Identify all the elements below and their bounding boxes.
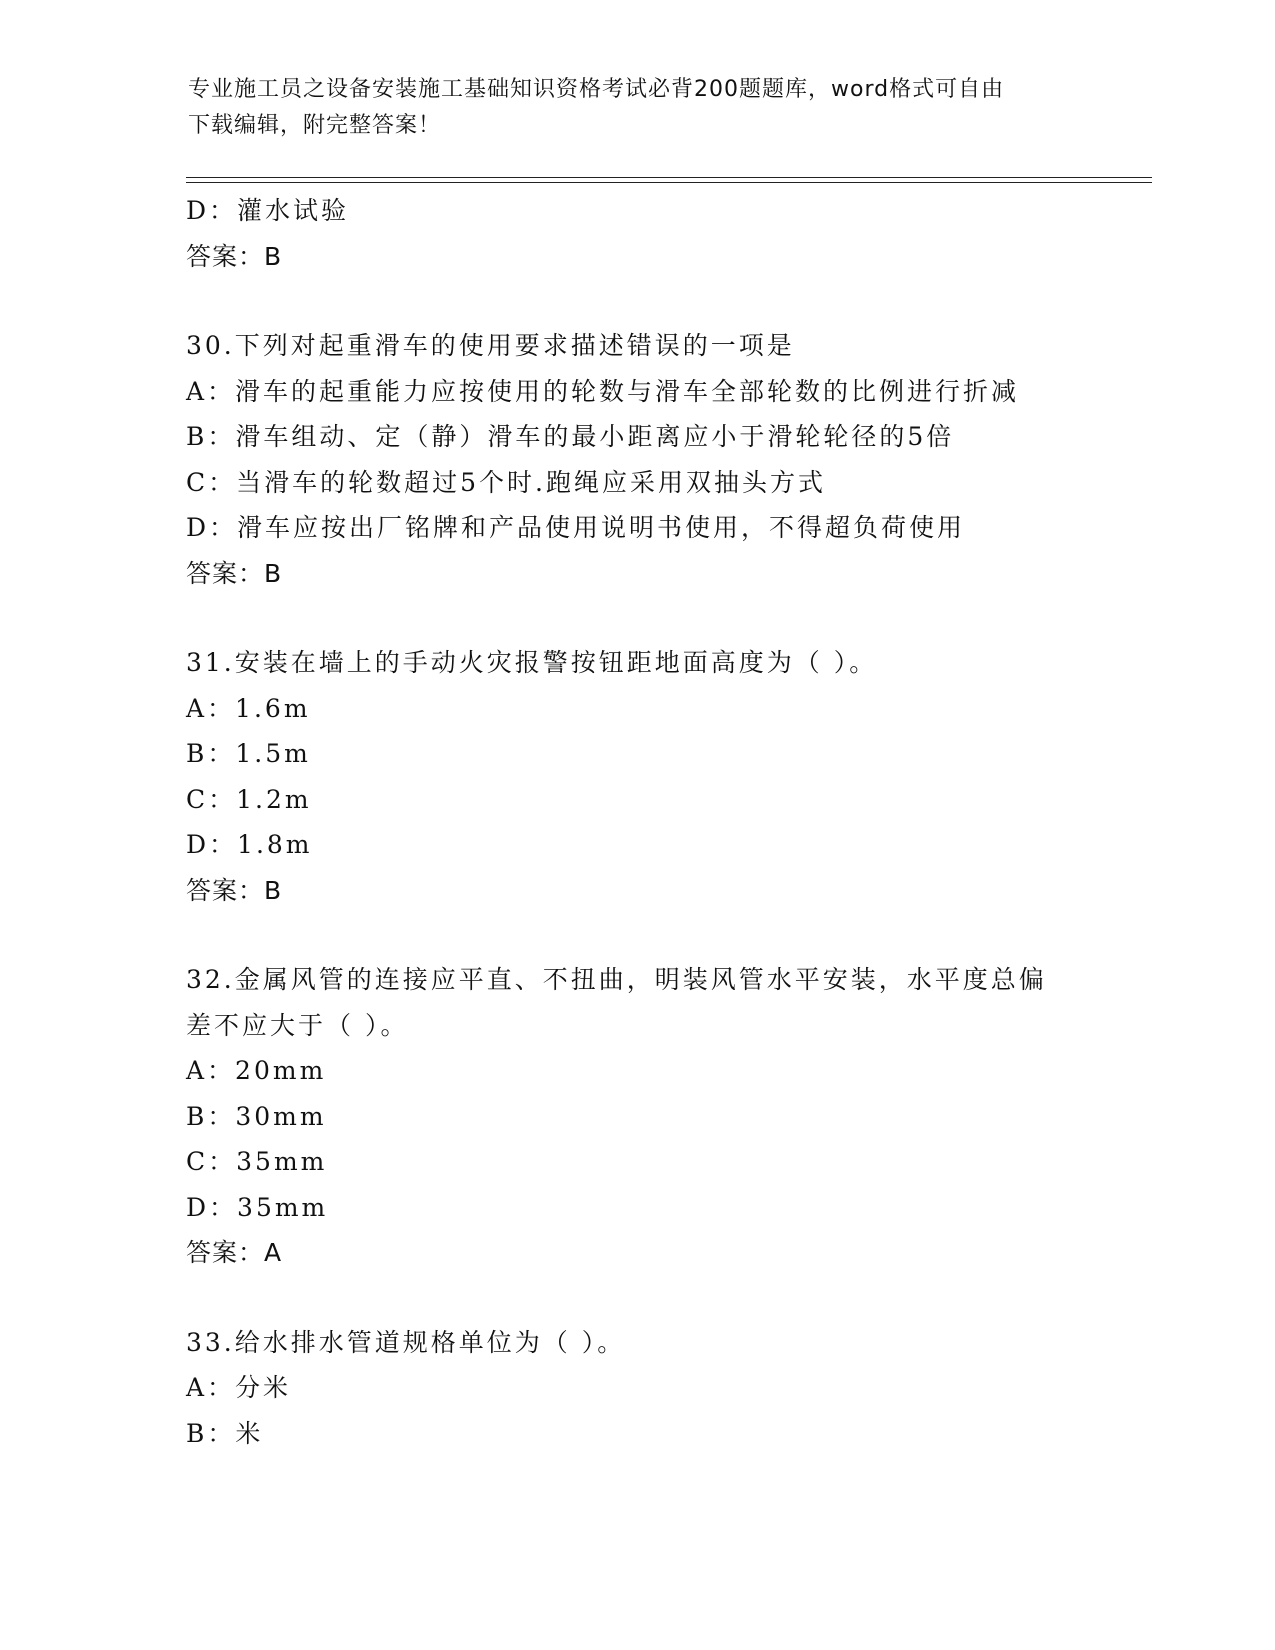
question-29-tail: [186, 188, 1152, 279]
option-a: A：滑车的起重能力应按使用的轮数与滑车全部轮数的比例进行折减: [186, 376, 1020, 406]
header-line-1: 专业施工员之设备安装施工基础知识资格考试必背200题题库，word格式可自由: [188, 77, 1005, 102]
question-list: [186, 188, 1152, 1456]
option-b: B：滑车组动、定（静）滑车的最小距离应小于滑轮轮径的5倍: [186, 422, 955, 451]
option-c: C：35mm: [186, 1147, 328, 1176]
option-c: C：1.2m: [186, 784, 312, 814]
option-d: D：灌水试验: [186, 196, 350, 225]
header-divider-bottom: [186, 182, 1152, 183]
answer: 答案：B: [186, 558, 283, 588]
question-33: [186, 1320, 1152, 1457]
option-b: B：米: [186, 1418, 264, 1448]
question-text-line-2: 差不应大于（ ）。: [186, 1010, 409, 1040]
answer: 答案：B: [186, 875, 283, 905]
document-header: [188, 72, 1068, 144]
header-divider-top: [186, 177, 1152, 178]
answer: 答案：A: [186, 1238, 283, 1267]
option-b: B：1.5m: [186, 739, 311, 768]
question-text: 30.下列对起重滑车的使用要求描述错误的一项是: [186, 331, 795, 360]
header-line-2: 下载编辑，附完整答案！: [188, 113, 442, 138]
option-b: B：30mm: [186, 1101, 327, 1131]
option-d: D：35mm: [186, 1192, 329, 1222]
option-d: D：滑车应按出厂铭牌和产品使用说明书使用，不得超负荷使用: [186, 513, 966, 542]
option-c: C：当滑车的轮数超过5个时.跑绳应采用双抽头方式: [186, 467, 826, 497]
answer: 答案：B: [186, 241, 283, 271]
question-text: 31.安装在墙上的手动火灾报警按钮距地面高度为（ ）。: [186, 648, 878, 677]
option-a: A：分米: [186, 1373, 292, 1402]
option-a: A：20mm: [186, 1056, 327, 1085]
question-32: [186, 957, 1152, 1276]
option-a: A：1.6m: [186, 693, 311, 723]
question-text-line-1: 32.金属风管的连接应平直、不扭曲，明装风管水平安装，水平度总偏: [186, 965, 1047, 994]
question-text: 33.给水排水管道规格单位为（ ）。: [186, 1327, 626, 1357]
question-31: [186, 640, 1152, 913]
option-d: D：1.8m: [186, 830, 313, 859]
question-30: [186, 323, 1152, 596]
